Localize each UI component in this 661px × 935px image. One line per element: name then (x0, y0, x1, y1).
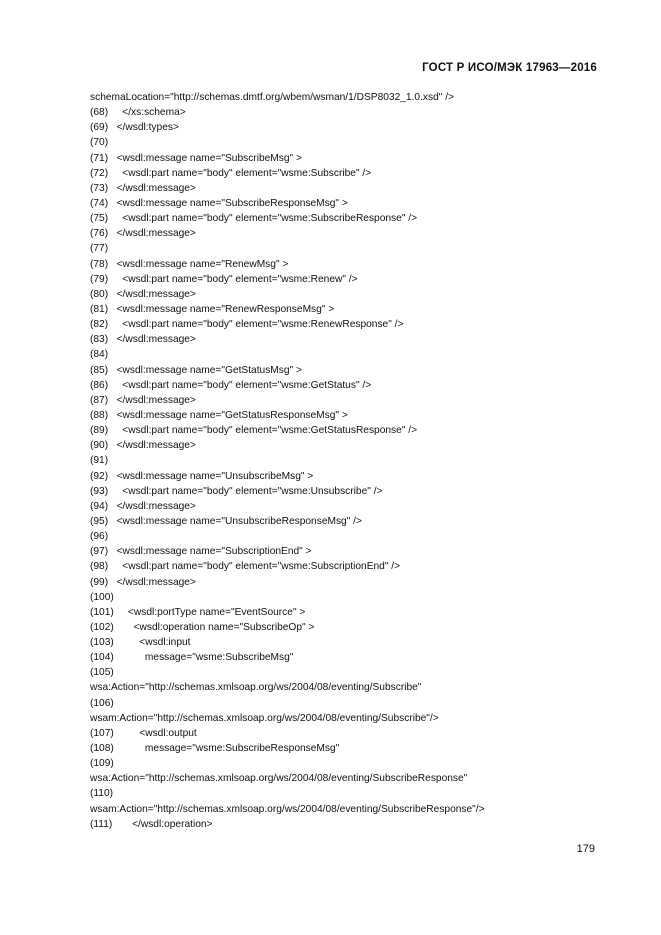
code-line: wsa:Action="http://schemas.xmlsoap.org/ws/2004/08/eventing/Subscribe" (90, 682, 422, 694)
code-line: (89) <wsdl:part name="body" element="wsme:GetStatusResponse" /> (90, 425, 418, 437)
code-line: (79) <wsdl:part name="body" element="wsme:Renew" /> (90, 273, 358, 285)
code-line: (108) message="wsme:SubscribeResponseMsg" (90, 743, 340, 755)
page-number: 179 (576, 843, 595, 855)
code-line: (82) <wsdl:part name="body" element="wsme:RenewResponse" /> (90, 319, 404, 331)
code-line: (77) (90, 243, 109, 255)
code-line: (73) </wsdl:message> (90, 182, 196, 194)
code-line: (94) </wsdl:message> (90, 500, 196, 512)
code-line: (106) (90, 697, 114, 709)
code-line: (97) <wsdl:message name="SubscriptionEnd" > (90, 546, 312, 558)
code-line: (76) </wsdl:message> (90, 228, 196, 240)
code-line: (75) <wsdl:part name="body" element="wsme:SubscribeResponse" /> (90, 213, 418, 225)
code-line: (78) <wsdl:message name="RenewMsg" > (90, 258, 289, 270)
code-line: (69) </wsdl:types> (90, 122, 179, 134)
code-line: wsam:Action="http://schemas.xmlsoap.org/ws/2004/08/eventing/Subscribe"/> (90, 712, 439, 724)
code-line: (81) <wsdl:message name="RenewResponseMsg" > (90, 303, 335, 315)
code-line: (70) (90, 137, 109, 149)
code-line: (87) </wsdl:message> (90, 394, 196, 406)
code-line: (100) (90, 591, 114, 603)
code-line: (96) (90, 531, 109, 543)
code-line: (109) (90, 758, 114, 770)
code-line: (71) <wsdl:message name="SubscribeMsg" > (90, 152, 302, 164)
code-line: (85) <wsdl:message name="GetStatusMsg" > (90, 364, 302, 376)
code-line: (107) <wsdl:output (90, 727, 197, 739)
code-line: (86) <wsdl:part name="body" element="wsme:GetStatus" /> (90, 379, 372, 391)
code-line: (92) <wsdl:message name="UnsubscribeMsg" > (90, 470, 314, 482)
code-line: (98) <wsdl:part name="body" element="wsme:SubscriptionEnd" /> (90, 561, 401, 573)
code-line: (93) <wsdl:part name="body" element="wsme:Unsubscribe" /> (90, 485, 383, 497)
code-line: schemaLocation="http://schemas.dmtf.org/wbem/wsman/1/DSP8032_1.0.xsd" /> (90, 92, 454, 103)
code-line: (101) <wsdl:portType name="EventSource" > (90, 606, 306, 618)
code-line: (103) <wsdl:input (90, 637, 191, 649)
code-line: (72) <wsdl:part name="body" element="wsme:Subscribe" /> (90, 167, 372, 179)
code-line: (68) </xs:schema> (90, 107, 186, 119)
code-line: (88) <wsdl:message name="GetStatusResponseMsg" > (90, 409, 348, 421)
code-line: (110) (90, 788, 114, 800)
code-listing (90, 90, 610, 832)
code-line: (74) <wsdl:message name="SubscribeResponseMsg" > (90, 197, 348, 209)
code-line: (104) message="wsme:SubscribeMsg" (90, 652, 294, 664)
code-line: (83) </wsdl:message> (90, 334, 196, 346)
code-line: (80) </wsdl:message> (90, 288, 196, 300)
standard-header: ГОСТ Р ИСО/МЭК 17963—2016 (422, 62, 597, 74)
code-line: wsa:Action="http://schemas.xmlsoap.org/ws/2004/08/eventing/SubscribeResponse" (90, 773, 468, 785)
code-line: wsam:Action="http://schemas.xmlsoap.org/ws/2004/08/eventing/SubscribeResponse"/> (90, 803, 485, 815)
code-line: (105) (90, 667, 114, 679)
code-line: (91) (90, 455, 109, 467)
code-line: (99) </wsdl:message> (90, 576, 196, 588)
code-line: (84) (90, 349, 109, 361)
code-line: (95) <wsdl:message name="UnsubscribeResponseMsg" /> (90, 515, 362, 527)
code-line: (102) <wsdl:operation name="SubscribeOp" > (90, 621, 315, 633)
code-line: (111) </wsdl:operation> (90, 818, 213, 830)
code-line: (90) </wsdl:message> (90, 440, 196, 452)
